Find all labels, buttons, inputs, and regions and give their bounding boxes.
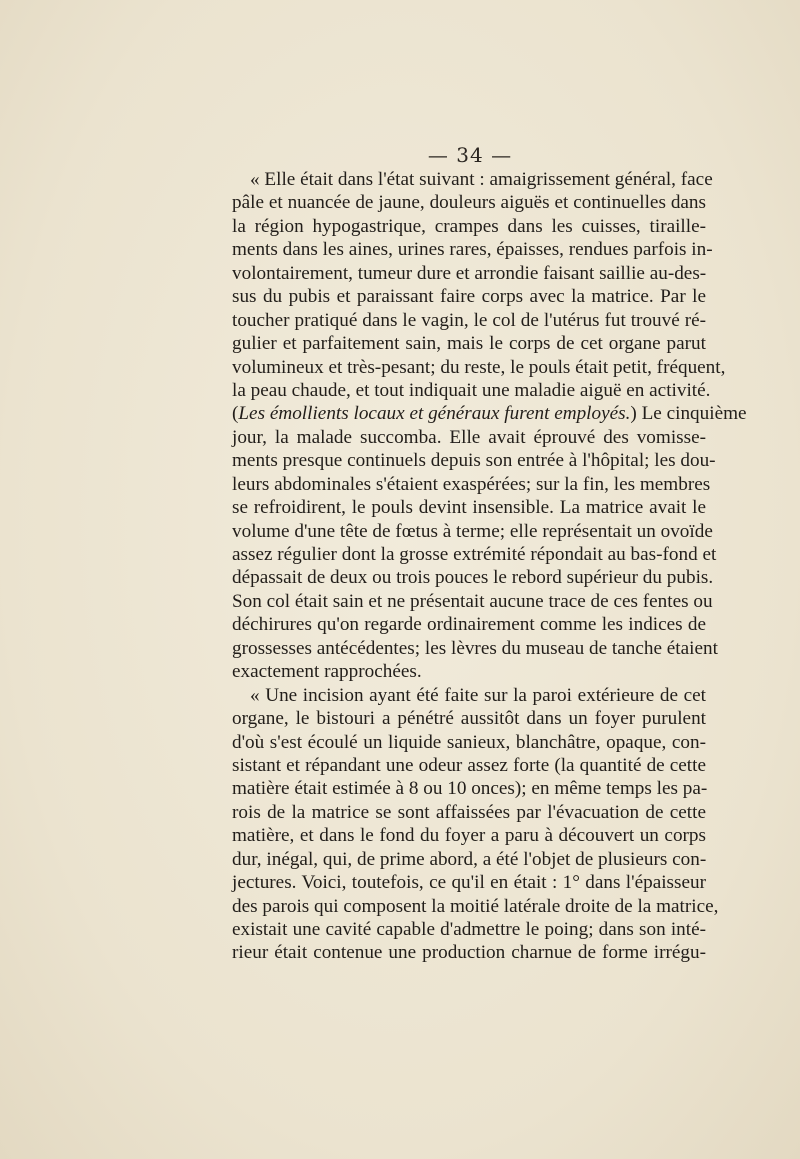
text-line bbox=[232, 543, 717, 566]
text-span: Son col était sain et ne présentait aucune trace de ces fentes ou bbox=[232, 590, 713, 612]
text-span: « Elle était dans l'état suivant : amaigrissement général, face bbox=[250, 169, 713, 190]
text-span: volontairement, tumeur dure et arrondie faisant saillie au-des- bbox=[232, 262, 707, 284]
text-span: ) Le cinquième bbox=[630, 403, 747, 425]
text-span: matière était estimée à 8 ou 10 onces); en même temps les pa- bbox=[232, 778, 708, 800]
text-line bbox=[232, 777, 706, 800]
page-number: — 34 — bbox=[427, 143, 513, 167]
text-line bbox=[232, 801, 706, 824]
text-span: ( bbox=[232, 403, 239, 425]
text-line bbox=[232, 848, 706, 871]
text-line bbox=[232, 402, 747, 425]
text-line bbox=[232, 285, 706, 308]
text-line bbox=[232, 332, 706, 355]
text-span: toucher pratiqué dans le vagin, le col de l'utérus fut trouvé ré- bbox=[232, 309, 706, 331]
text-span: la région hypogastrique, crampes dans les cuisses, tiraille- bbox=[232, 215, 706, 237]
text-span: existait une cavité capable d'admettre le poing; dans son inté- bbox=[232, 919, 706, 940]
text-span: sistant et répandant une odeur assez forte (la quantité de cette bbox=[232, 754, 706, 776]
text-span: déchirures qu'on regarde ordinairement comme les indices de bbox=[232, 614, 706, 636]
text-span: exactement rapprochées. bbox=[232, 661, 422, 683]
text-line bbox=[232, 191, 706, 214]
text-line bbox=[232, 566, 714, 589]
text-line bbox=[232, 496, 706, 519]
text-line bbox=[232, 660, 706, 683]
text-line bbox=[232, 613, 706, 636]
text-line bbox=[232, 426, 706, 449]
text-line bbox=[232, 238, 713, 261]
text-span: matière, et dans le fond du foyer a paru à découvert un corps bbox=[232, 825, 706, 847]
text-line bbox=[232, 637, 718, 660]
text-span: volumineux et très-pesant; du reste, le pouls était petit, fréquent, bbox=[232, 356, 726, 378]
text-span: la peau chaude, et tout indiquait une maladie aiguë en activité. bbox=[232, 379, 711, 401]
text-line bbox=[232, 262, 706, 285]
text-line bbox=[232, 895, 719, 918]
text-line bbox=[232, 731, 706, 754]
text-line bbox=[232, 309, 706, 332]
text-span: rieur était contenue une production charnue de forme irrégu- bbox=[232, 942, 706, 964]
text-line bbox=[232, 215, 706, 238]
text-line bbox=[232, 590, 713, 613]
text-span: organe, le bistouri a pénétré aussitôt dans un foyer purulent bbox=[232, 708, 706, 730]
text-line bbox=[232, 449, 716, 472]
text-span: se refroidirent, le pouls devint insensible. La matrice avait le bbox=[232, 497, 706, 519]
text-line bbox=[232, 754, 706, 777]
text-span: « Une incision ayant été faite sur la paroi extérieure de cet bbox=[250, 684, 706, 706]
text-span: dépassait de deux ou trois pouces le rebord supérieur du pubis. bbox=[232, 567, 714, 589]
text-span: rois de la matrice se sont affaissées par l'évacuation de cette bbox=[232, 801, 706, 823]
text-span: d'où s'est écoulé un liquide sanieux, blanchâtre, opaque, con- bbox=[232, 731, 706, 753]
text-span: ments dans les aines, urines rares, épaisses, rendues parfois in- bbox=[232, 239, 713, 261]
text-line bbox=[232, 707, 706, 730]
body-text bbox=[232, 168, 747, 965]
text-line bbox=[232, 168, 713, 191]
text-span: grossesses antécédentes; les lèvres du museau de tanche étaient bbox=[232, 637, 718, 659]
text-span: leurs abdominales s'étaient exaspérées; sur la fin, les membres bbox=[232, 473, 711, 495]
text-line bbox=[232, 824, 706, 847]
text-line bbox=[232, 918, 706, 941]
text-span: volume d'une tête de fœtus à terme; elle représentait un ovoïde bbox=[232, 520, 713, 542]
text-line bbox=[232, 941, 706, 964]
text-line bbox=[232, 520, 713, 543]
text-line bbox=[232, 684, 706, 707]
text-span: jectures. Voici, toutefois, ce qu'il en était : 1° dans l'épaisseur bbox=[232, 872, 706, 894]
text-span: des parois qui composent la moitié latérale droite de la matrice, bbox=[232, 895, 719, 917]
text-span: ments presque continuels depuis son entrée à l'hôpital; les dou- bbox=[232, 450, 716, 472]
text-line bbox=[232, 871, 706, 894]
text-line bbox=[232, 356, 726, 379]
text-span: assez régulier dont la grosse extrémité répondait au bas-fond et bbox=[232, 544, 717, 565]
text-line bbox=[232, 473, 711, 496]
text-span: pâle et nuancée de jaune, douleurs aiguës et continuelles dans bbox=[232, 192, 706, 214]
text-line bbox=[232, 379, 711, 402]
text-span: dur, inégal, qui, de prime abord, a été l'objet de plusieurs con- bbox=[232, 848, 707, 870]
text-span: gulier et parfaitement sain, mais le corps de cet organe parut bbox=[232, 333, 706, 355]
text-span: jour, la malade succomba. Elle avait éprouvé des vomisse- bbox=[232, 426, 706, 448]
text-span: sus du pubis et paraissant faire corps avec la matrice. Par le bbox=[232, 286, 706, 308]
italic-span: Les émollients locaux et généraux furent employés. bbox=[238, 403, 631, 425]
